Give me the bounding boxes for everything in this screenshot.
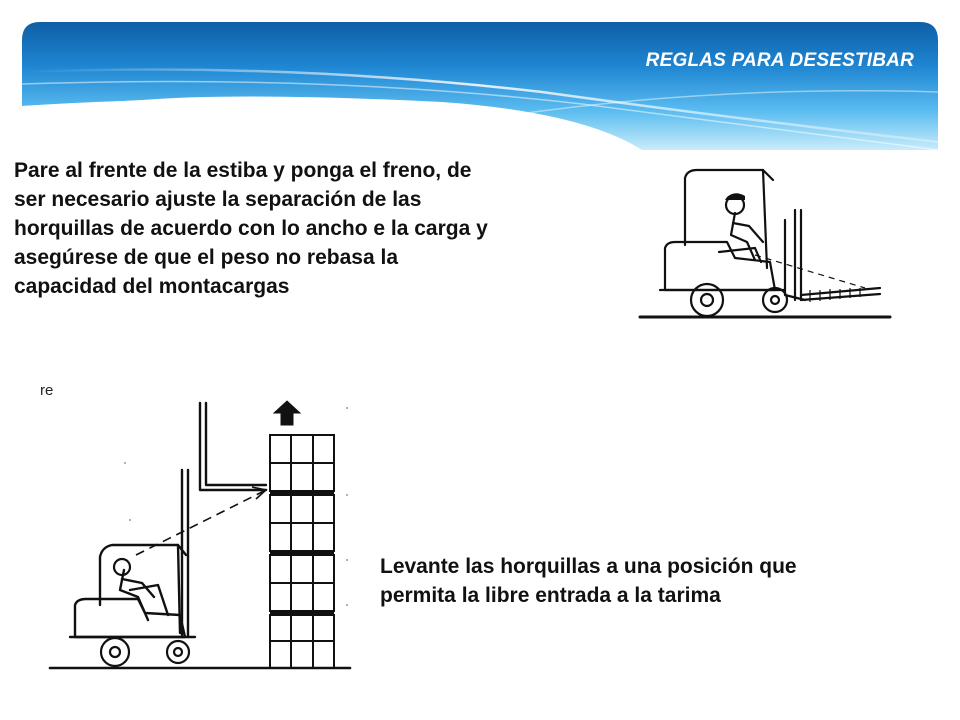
instruction-1-line: ser necesario ajuste la separación de las <box>14 188 422 211</box>
instruction-1-line: capacidad del montacargas <box>14 275 290 298</box>
instruction-2 <box>380 552 940 610</box>
instruction-1-line: asegúrese de que el peso no rebasa la <box>14 246 398 269</box>
instruction-1-line: horquillas de acuerdo con lo ancho e la carga y <box>14 217 488 240</box>
page-title: REGLAS PARA DESESTIBAR <box>645 50 914 71</box>
instruction-1 <box>14 156 634 301</box>
forklift-approach-illustration <box>635 150 895 325</box>
banner-wave-graphic <box>22 22 938 152</box>
instruction-2-line: Levante las horquillas a una posición que <box>380 555 797 578</box>
instruction-1-line: Pare al frente de la estiba y ponga el freno, de <box>14 159 472 182</box>
instruction-2-line: permita la libre entrada a la tarima <box>380 584 721 607</box>
forklift-lifting-illustration <box>30 375 370 695</box>
text-fragment: re <box>40 382 54 399</box>
up-arrow-icon <box>274 401 300 425</box>
header-banner <box>22 22 938 152</box>
